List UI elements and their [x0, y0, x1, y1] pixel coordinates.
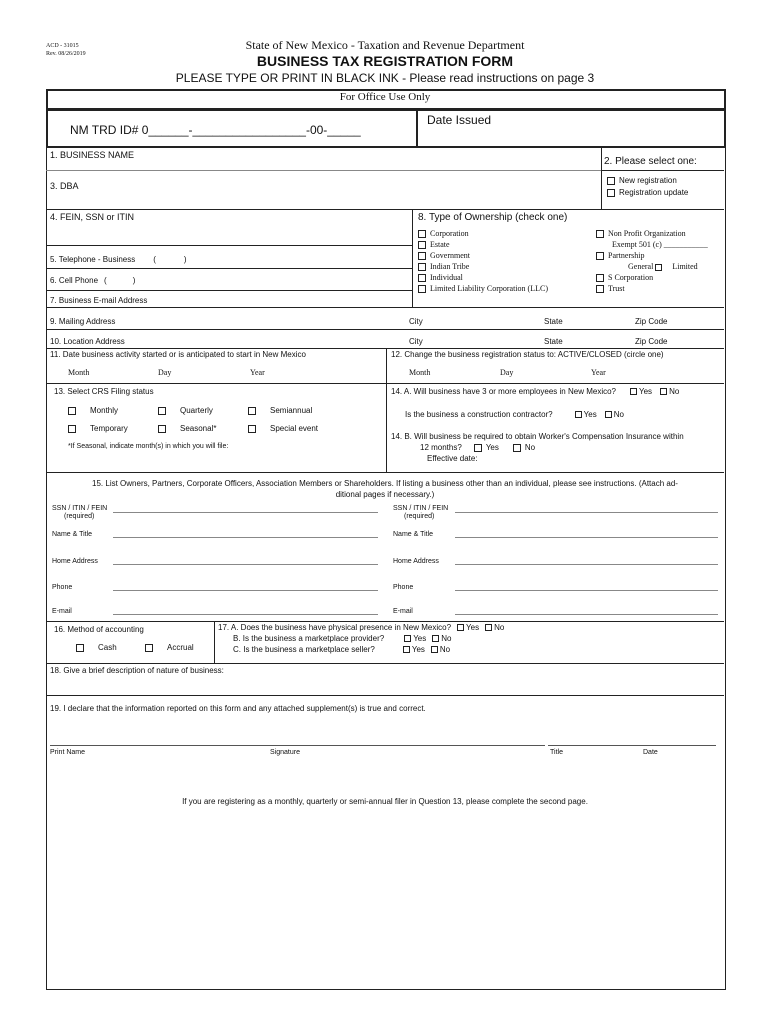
q14b-yes[interactable]: Yes	[474, 443, 499, 452]
ownership-nonprofit[interactable]: Non Profit Organization	[596, 228, 708, 239]
signature-label: Signature	[270, 749, 300, 756]
owner1-email-label: E-mail	[52, 608, 72, 615]
q14b-label: 14. B. Will business be required to obtain Worker's Compensation Insurance within	[391, 432, 684, 441]
q18-label: 18. Give a brief description of nature of business:	[50, 666, 224, 675]
second-page-note: If you are registering as a monthly, quarterly or semi-annual filer in Question 13, please complete the second page.	[182, 797, 588, 806]
crs-seasonal[interactable]: Seasonal*	[158, 424, 216, 433]
q11-label: 11. Date business activity started or is anticipated to start in New Mexico	[50, 350, 306, 359]
q15-label-line1: 15. List Owners, Partners, Corporate Officers, Association Members or Shareholders. If listing a business other than an individual, please see instructions. (Attach ad-	[92, 479, 678, 488]
contractor-no[interactable]: No	[605, 410, 624, 419]
ownership-s-corp[interactable]: S Corporation	[596, 272, 708, 283]
location-zip-label: Zip Code	[635, 337, 668, 346]
q14b-no[interactable]: No	[513, 443, 535, 452]
mailing-state-label: State	[544, 317, 563, 326]
new-registration-option[interactable]: New registration	[607, 176, 677, 185]
ownership-right-options	[596, 228, 708, 294]
q14a-no[interactable]: No	[660, 387, 679, 396]
ownership-estate[interactable]: Estate	[418, 239, 548, 250]
crs-quarterly[interactable]: Quarterly	[158, 406, 213, 415]
ownership-individual[interactable]: Individual	[418, 272, 548, 283]
dba-label: 3. DBA	[50, 181, 79, 191]
accounting-title: 16. Method of accounting	[54, 625, 144, 634]
mailing-city-label: City	[409, 317, 423, 326]
q19-label: 19. I declare that the information reported on this form and any attached supplement(s) is true and correct.	[50, 704, 426, 713]
title-label: Title	[550, 749, 563, 756]
crs-monthly[interactable]: Monthly	[68, 406, 118, 415]
q14a-label: 14. A. Will business have 3 or more employees in New Mexico? Yes No	[391, 387, 680, 396]
form-code: ACD - 31015	[46, 43, 79, 49]
q17b-yes[interactable]: Yes	[404, 634, 426, 643]
business-email-label: 7. Business E-mail Address	[50, 296, 148, 305]
q17a-yes[interactable]: Yes	[457, 623, 479, 632]
ownership-indian-tribe[interactable]: Indian Tribe	[418, 261, 548, 272]
ownership-left-options	[418, 228, 548, 294]
location-city-label: City	[409, 337, 423, 346]
partnership-type[interactable]: General Limited	[628, 262, 698, 271]
accounting-cash[interactable]: Cash	[76, 643, 117, 652]
owner2-ssn-label: SSN / ITIN / FEIN	[393, 505, 449, 512]
owner1-ssn-label: SSN / ITIN / FEIN	[52, 505, 108, 512]
q17c-no[interactable]: No	[431, 645, 450, 654]
contractor-yes[interactable]: Yes	[575, 410, 597, 419]
business-name-label: 1. BUSINESS NAME	[50, 150, 135, 160]
contractor-label: Is the business a construction contractor? Yes No	[405, 410, 624, 419]
ownership-llc[interactable]: Limited Liability Corporation (LLC)	[418, 283, 548, 294]
cell-phone-label: 6. Cell Phone ( )	[50, 276, 136, 285]
fein-label: 4. FEIN, SSN or ITIN	[50, 212, 135, 222]
agency-name: State of New Mexico - Taxation and Revenue Department	[245, 38, 525, 52]
owner2-home-label: Home Address	[393, 558, 439, 565]
q17c-yes[interactable]: Yes	[403, 645, 425, 654]
ownership-corporation[interactable]: Corporation	[418, 228, 548, 239]
ownership-title: 8. Type of Ownership (check one)	[418, 212, 568, 223]
print-name-label: Print Name	[50, 749, 86, 756]
owner2-phone-label: Phone	[393, 584, 414, 591]
q11-day: Day	[158, 368, 172, 377]
crs-title: 13. Select CRS Filing status	[54, 387, 154, 396]
owner1-required: (required)	[64, 513, 95, 520]
accounting-accrual[interactable]: Accrual	[145, 643, 194, 652]
ownership-trust[interactable]: Trust	[596, 283, 708, 294]
location-state-label: State	[544, 337, 563, 346]
mailing-zip-label: Zip Code	[635, 317, 668, 326]
q17c-label: C. Is the business a marketplace seller? Yes No	[233, 645, 451, 654]
form-instruction: PLEASE TYPE OR PRINT IN BLACK INK - Please read instructions on page 3	[175, 71, 595, 85]
owner1-name-label: Name & Title	[52, 531, 93, 538]
select-one-label: 2. Please select one:	[604, 156, 697, 167]
q11-year: Year	[250, 368, 265, 377]
owner2-name-label: Name & Title	[393, 531, 434, 538]
q17b-label: B. Is the business a marketplace provider? Yes No	[233, 634, 452, 643]
crs-semiannual[interactable]: Semiannual	[248, 406, 312, 415]
registration-update-option[interactable]: Registration update	[607, 188, 688, 197]
form-title: BUSINESS TAX REGISTRATION FORM	[256, 53, 514, 69]
location-address-label: 10. Location Address	[50, 337, 125, 346]
q17a-no[interactable]: No	[485, 623, 504, 632]
q12-year: Year	[591, 368, 606, 377]
q11-month: Month	[68, 368, 90, 377]
owner1-home-label: Home Address	[52, 558, 98, 565]
q14a-yes[interactable]: Yes	[630, 387, 652, 396]
owner2-required: (required)	[404, 513, 435, 520]
q12-month: Month	[409, 368, 431, 377]
q15-label-line2: ditional pages if necessary.)	[335, 490, 435, 499]
q17a-label: 17. A. Does the business have physical presence in New Mexico? Yes No	[218, 623, 505, 632]
crs-temporary[interactable]: Temporary	[68, 424, 128, 433]
ownership-government[interactable]: Government	[418, 250, 548, 261]
seasonal-note: *If Seasonal, indicate month(s) in which you will file:	[68, 443, 229, 450]
owner1-phone-label: Phone	[52, 584, 73, 591]
ownership-partnership[interactable]: Partnership	[596, 250, 708, 261]
q17b-no[interactable]: No	[432, 634, 451, 643]
ownership-exempt[interactable]: Exempt 501 (c) ___________	[612, 240, 708, 249]
crs-special-event[interactable]: Special event	[248, 424, 318, 433]
mailing-address-label: 9. Mailing Address	[50, 317, 116, 326]
office-use-label: For Office Use Only	[339, 91, 431, 103]
revision-date: Rev. 08/26/2019	[46, 51, 86, 57]
q14b-months: 12 months? Yes No	[420, 443, 536, 452]
q12-day: Day	[500, 368, 514, 377]
trd-id-field[interactable]: NM TRD ID# 0______-_________________-00-_____	[70, 123, 361, 137]
date-label: Date	[643, 749, 658, 756]
effective-date-label: Effective date:	[427, 454, 478, 463]
owner2-email-label: E-mail	[393, 608, 413, 615]
q12-label: 12. Change the business registration status to: ACTIVE/CLOSED (circle one)	[391, 350, 664, 359]
telephone-label: 5. Telephone - Business ( )	[50, 255, 187, 264]
date-issued-label: Date Issued	[427, 113, 492, 127]
